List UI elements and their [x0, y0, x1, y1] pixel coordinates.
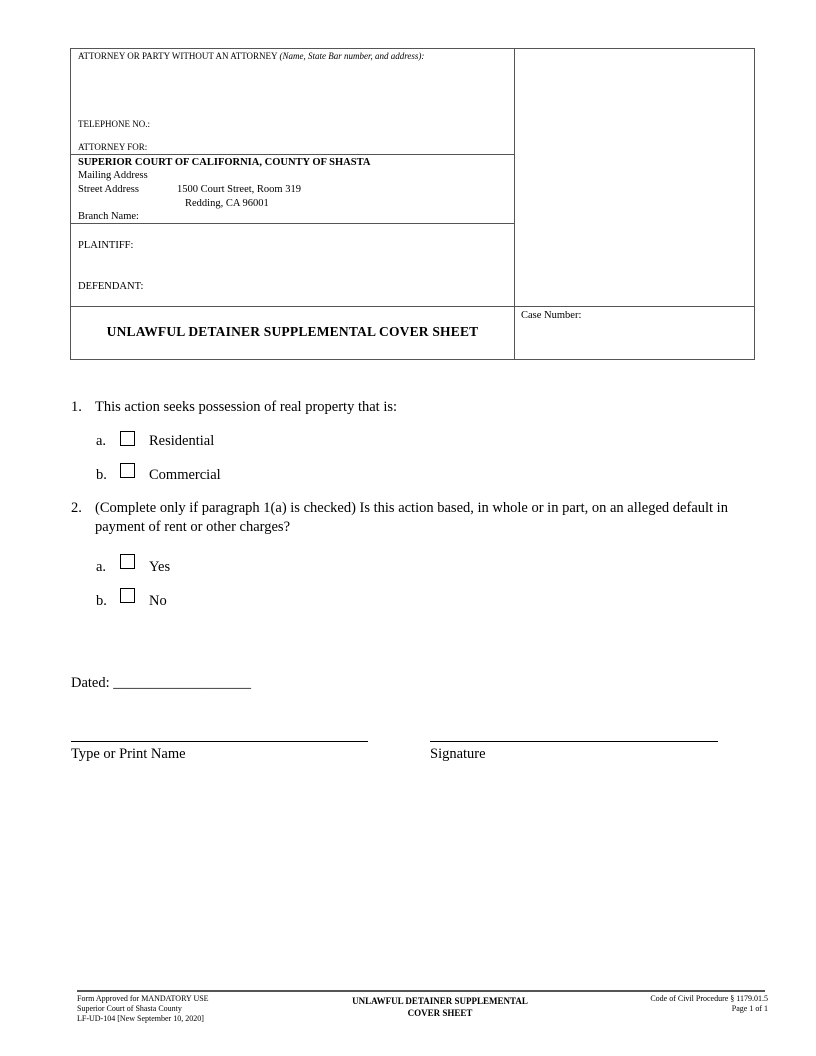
branch-name-label: Branch Name:	[78, 211, 139, 222]
case-number-field[interactable]	[516, 322, 752, 358]
footer-right-line1: Code of Civil Procedure § 1179.01.5	[650, 994, 768, 1003]
attorney-label-italic: (Name, State Bar number, and address):	[279, 51, 425, 61]
mailing-address-label: Mailing Address	[78, 170, 148, 181]
form-title: UNLAWFUL DETAINER SUPPLEMENTAL COVER SHEET	[106, 324, 479, 339]
attorney-for-label: ATTORNEY FOR:	[78, 142, 148, 152]
q2b-label: No	[149, 593, 167, 609]
dated-label: Dated:	[71, 675, 110, 691]
footer-left	[77, 994, 209, 1024]
footer-center-line2: COVER SHEET	[407, 1008, 473, 1018]
footer-rule	[77, 990, 765, 992]
commercial-checkbox[interactable]	[120, 463, 135, 478]
q2-number: 2.	[71, 500, 82, 516]
signature-line[interactable]	[430, 741, 718, 742]
telephone-label: TELEPHONE NO.:	[78, 119, 150, 129]
footer-left-line2: Superior Court of Shasta County	[77, 1004, 182, 1013]
footer-right	[560, 994, 768, 1014]
dated-field[interactable]: ___________________	[113, 675, 252, 691]
q2-text-line2: payment of rent or other charges?	[95, 519, 290, 535]
q2b-letter: b.	[96, 593, 107, 609]
q1-number: 1.	[71, 399, 82, 415]
q1a-letter: a.	[96, 433, 107, 449]
caption-divider-court	[70, 154, 515, 155]
street-address-label: Street Address	[78, 184, 139, 195]
q2a-letter: a.	[96, 559, 107, 575]
defendant-label: DEFENDANT:	[78, 281, 144, 292]
footer-left-line3: LF-UD-104 [New September 10, 2020]	[77, 1014, 204, 1023]
q1b-label: Commercial	[149, 467, 221, 483]
caption-box	[70, 48, 755, 360]
q1-text: This action seeks possession of real property that is:	[95, 399, 398, 415]
court-name: SUPERIOR COURT OF CALIFORNIA, COUNTY OF SHASTA	[78, 157, 371, 168]
footer-right-line2: Page 1 of 1	[731, 1004, 768, 1013]
q2-text-line1: (Complete only if paragraph 1(a) is checked) Is this action based, in whole or in part, on an alleged default in	[95, 500, 728, 516]
street-address-line2: Redding, CA 96001	[185, 198, 269, 209]
case-number-label: Case Number:	[521, 310, 582, 321]
print-name-label: Type or Print Name	[71, 746, 186, 762]
q1a-label: Residential	[149, 433, 215, 449]
footer-left-line1: Form Approved for MANDATORY USE	[77, 994, 209, 1003]
footer-center	[300, 995, 580, 1019]
caption-divider-parties	[70, 223, 515, 224]
no-checkbox[interactable]	[120, 588, 135, 603]
caption-divider-vertical	[514, 48, 515, 360]
caption-divider-title	[70, 306, 755, 307]
footer-center-line1: UNLAWFUL DETAINER SUPPLEMENTAL	[352, 996, 528, 1006]
dated-row	[71, 674, 251, 693]
signature-label: Signature	[430, 746, 486, 762]
attorney-label	[78, 51, 424, 62]
street-address-line1: 1500 Court Street, Room 319	[177, 184, 301, 195]
attorney-label-text: ATTORNEY OR PARTY WITHOUT AN ATTORNEY	[78, 51, 278, 61]
q1b-letter: b.	[96, 467, 107, 483]
plaintiff-label: PLAINTIFF:	[78, 240, 134, 251]
print-name-line[interactable]	[71, 741, 368, 742]
yes-checkbox[interactable]	[120, 554, 135, 569]
q2a-label: Yes	[149, 559, 171, 575]
residential-checkbox[interactable]	[120, 431, 135, 446]
